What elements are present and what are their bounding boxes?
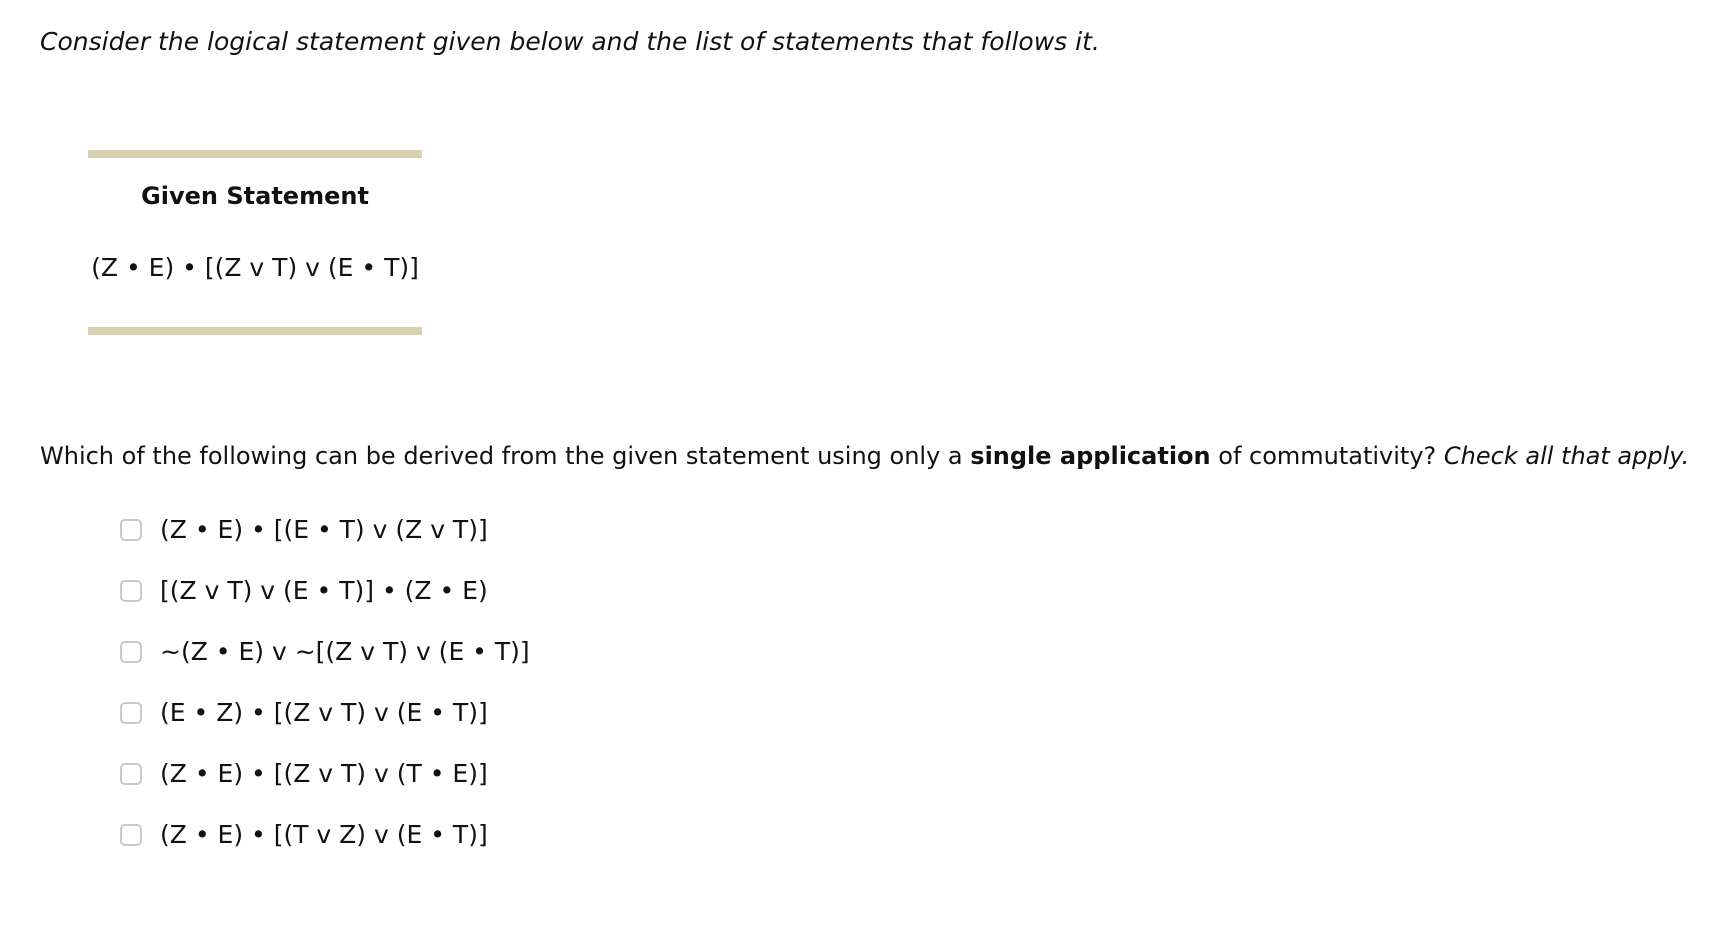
option-label: (Z • E) • [(E • T) v (Z v T)] [160,515,488,544]
option-label: (E • Z) • [(Z v T) v (E • T)] [160,698,488,727]
answer-option-3[interactable] [120,630,530,674]
checkbox[interactable] [120,702,142,724]
table-bottom-rule [88,327,422,335]
answer-option-6[interactable] [120,813,488,857]
answer-option-5[interactable] [120,752,488,796]
option-label: ~(Z • E) v ~[(Z v T) v (E • T)] [160,637,530,666]
checkbox[interactable] [120,580,142,602]
checkbox[interactable] [120,824,142,846]
given-statement-header: Given Statement [141,182,369,210]
question-text: Which of the following can be derived from the given statement using only a [40,442,971,470]
answer-option-4[interactable] [120,691,488,735]
option-label: (Z • E) • [(Z v T) v (T • E)] [160,759,488,788]
question-emphasis: single application [970,442,1211,470]
answer-option-1[interactable] [120,508,488,552]
checkbox[interactable] [120,763,142,785]
option-label: (Z • E) • [(T v Z) v (E • T)] [160,820,488,849]
checkbox[interactable] [120,519,142,541]
given-statement-formula: (Z • E) • [(Z v T) v (E • T)] [91,253,419,282]
question-text-continued: of commutativity? [1210,442,1444,470]
table-top-rule [88,150,422,158]
option-label: [(Z v T) v (E • T)] • (Z • E) [160,576,488,605]
answer-option-2[interactable] [120,569,488,613]
given-statement-table [88,150,422,335]
question-prompt [40,436,1689,476]
instruction-text: Consider the logical statement given below and the list of statements that follows it. [40,27,1100,56]
check-all-instruction: Check all that apply. [1443,442,1690,470]
checkbox[interactable] [120,641,142,663]
